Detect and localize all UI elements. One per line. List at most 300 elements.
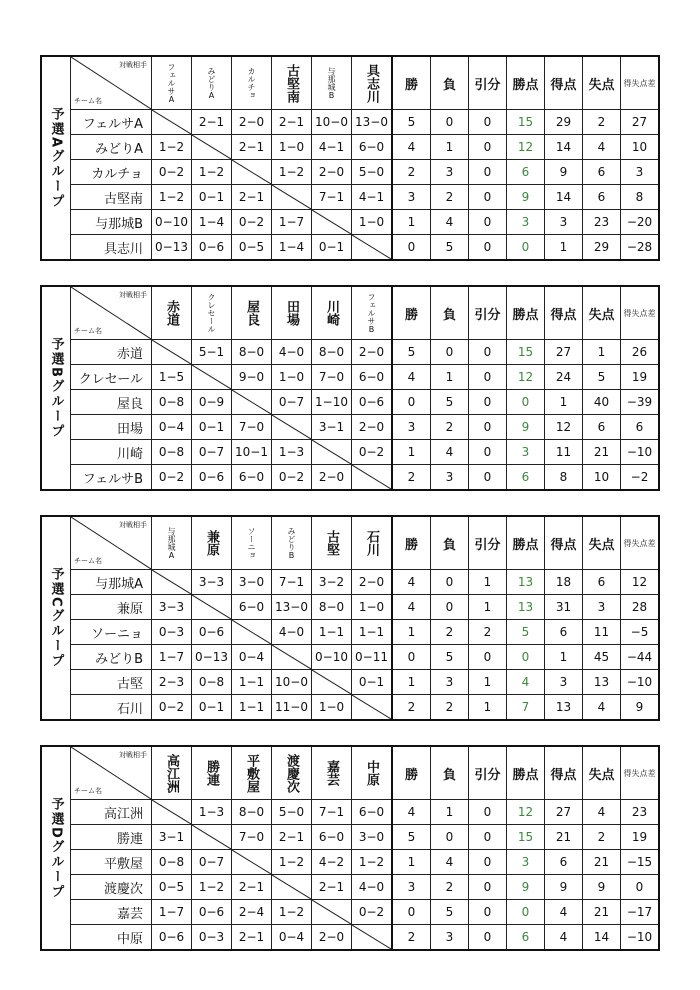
stat-value: 4: [431, 850, 469, 875]
stat-value: 1: [545, 645, 583, 670]
stat-value: 15: [507, 340, 545, 365]
stat-value: 0: [469, 925, 507, 951]
diagonal-line: [152, 570, 191, 594]
match-result: 2−0: [352, 340, 393, 365]
opponent-header: 渡慶次: [272, 746, 312, 800]
stat-value: 21: [583, 440, 621, 465]
match-result: 0−6: [152, 925, 192, 951]
stat-value: 0: [469, 160, 507, 185]
table-row: [41, 800, 659, 825]
stat-header: 得点: [545, 746, 583, 800]
match-result: 3−1: [152, 825, 192, 850]
stat-value: 3: [392, 415, 431, 440]
match-result: 8−0: [232, 800, 272, 825]
stat-value: 2: [431, 620, 469, 645]
stat-value: 1: [469, 695, 507, 721]
diagonal-line: [232, 390, 271, 414]
self-match-cell: [312, 440, 352, 465]
match-result: 2−1: [272, 825, 312, 850]
self-match-cell: [352, 235, 393, 261]
team-label: チーム名: [74, 557, 102, 565]
stat-value: 0: [392, 900, 431, 925]
stat-value: 9: [507, 875, 545, 900]
diagonal-line: [152, 110, 191, 134]
match-result: 1−0: [272, 365, 312, 390]
match-result: 3−0: [232, 570, 272, 595]
stat-value: 2: [469, 620, 507, 645]
table-row: [41, 210, 659, 235]
stat-value: 27: [545, 800, 583, 825]
match-result: 5−0: [272, 800, 312, 825]
table-row: [41, 925, 659, 951]
stat-value: 21: [583, 850, 621, 875]
match-result: 0−8: [152, 440, 192, 465]
match-result: 3−3: [192, 570, 232, 595]
self-match-cell: [232, 850, 272, 875]
stat-value: 27: [545, 340, 583, 365]
standings-table: [40, 55, 660, 261]
stat-header: 引分: [469, 56, 507, 110]
match-result: 0−3: [152, 620, 192, 645]
table-row: [41, 570, 659, 595]
stat-value: 12: [507, 800, 545, 825]
header-row: [41, 286, 659, 340]
match-result: 4−0: [272, 340, 312, 365]
stat-value: 3: [545, 210, 583, 235]
stat-value: 0: [469, 340, 507, 365]
stat-header: 勝: [392, 56, 431, 110]
stat-value: 6: [621, 415, 660, 440]
stat-value: 0: [469, 365, 507, 390]
stat-value: −10: [621, 670, 660, 695]
table-row: [41, 695, 659, 721]
stat-value: 3: [507, 850, 545, 875]
match-result: 0−2: [272, 465, 312, 491]
match-result: 9−0: [232, 365, 272, 390]
stat-value: 1: [392, 670, 431, 695]
stat-value: 40: [583, 390, 621, 415]
stat-value: 4: [583, 695, 621, 721]
stat-value: 0: [431, 340, 469, 365]
stat-value: 9: [545, 160, 583, 185]
match-result: 3−0: [352, 825, 393, 850]
stat-value: 3: [431, 160, 469, 185]
stat-value: 4: [392, 570, 431, 595]
opponent-header: カルチョ: [232, 56, 272, 110]
team-label: チーム名: [74, 787, 102, 795]
table-row: [41, 110, 659, 135]
stat-value: 23: [583, 210, 621, 235]
team-label: チーム名: [74, 97, 102, 105]
stat-value: 0: [507, 645, 545, 670]
match-result: 2−1: [312, 875, 352, 900]
stat-value: −5: [621, 620, 660, 645]
self-match-cell: [192, 595, 232, 620]
standings-table: [40, 745, 660, 951]
stat-value: 1: [469, 570, 507, 595]
diagonal-line: [192, 365, 231, 389]
match-result: 10−0: [312, 110, 352, 135]
stat-value: 3: [621, 160, 660, 185]
match-result: 3−1: [312, 415, 352, 440]
match-result: 7−0: [232, 415, 272, 440]
stat-value: 9: [583, 875, 621, 900]
match-result: 6−0: [352, 365, 393, 390]
opponent-header: 与那城A: [152, 516, 192, 570]
stat-value: 1: [392, 850, 431, 875]
table-row: [41, 670, 659, 695]
self-match-cell: [312, 670, 352, 695]
team-name: 高江洲: [71, 800, 152, 825]
stat-value: 45: [583, 645, 621, 670]
match-result: 2−4: [232, 900, 272, 925]
stat-header: 勝: [392, 286, 431, 340]
stat-value: 3: [507, 210, 545, 235]
match-result: 0−7: [192, 440, 232, 465]
match-result: 0−1: [352, 670, 393, 695]
diagonal-line: [152, 340, 191, 364]
header-corner: [71, 56, 152, 110]
team-name: ソーニョ: [71, 620, 152, 645]
stat-value: 0: [431, 825, 469, 850]
header-corner: [71, 286, 152, 340]
stat-value: 0: [469, 110, 507, 135]
match-result: 1−2: [272, 160, 312, 185]
stat-value: −20: [621, 210, 660, 235]
match-result: 1−2: [352, 850, 393, 875]
match-result: 0−1: [312, 235, 352, 261]
opponent-header: 古堅: [312, 516, 352, 570]
stat-value: 12: [507, 365, 545, 390]
stat-value: 4: [392, 135, 431, 160]
stat-value: 1: [392, 620, 431, 645]
self-match-cell: [272, 645, 312, 670]
match-result: 0−13: [152, 235, 192, 261]
match-result: 7−1: [312, 800, 352, 825]
stat-value: 29: [583, 235, 621, 261]
stat-value: −10: [621, 440, 660, 465]
stat-header: 得点: [545, 286, 583, 340]
match-result: 8−0: [312, 340, 352, 365]
stat-value: 12: [507, 135, 545, 160]
team-name: 屋良: [71, 390, 152, 415]
self-match-cell: [232, 620, 272, 645]
stat-value: 13: [507, 570, 545, 595]
stat-value: 0: [621, 875, 660, 900]
stat-header: 失点: [583, 56, 621, 110]
team-name: 赤道: [71, 340, 152, 365]
stat-value: 1: [583, 340, 621, 365]
match-result: 0−4: [152, 415, 192, 440]
match-result: 6−0: [312, 825, 352, 850]
group-table-2: [40, 515, 660, 721]
stat-value: 9: [507, 415, 545, 440]
table-row: [41, 825, 659, 850]
stat-header: 負: [431, 286, 469, 340]
stat-value: 5: [583, 365, 621, 390]
stat-value: 0: [431, 110, 469, 135]
group-title: 予選Aグループ: [41, 56, 71, 260]
match-result: 0−2: [152, 160, 192, 185]
match-result: 1−1: [232, 670, 272, 695]
match-result: 2−1: [192, 110, 232, 135]
match-result: 1−5: [152, 365, 192, 390]
match-result: 1−0: [312, 695, 352, 721]
team-name: 与那城A: [71, 570, 152, 595]
stat-value: 14: [545, 135, 583, 160]
team-name: みどりB: [71, 645, 152, 670]
match-result: 0−2: [232, 210, 272, 235]
stat-value: 3: [507, 440, 545, 465]
opponent-header: 屋良: [232, 286, 272, 340]
stat-value: 2: [431, 185, 469, 210]
opponent-header: 中原: [352, 746, 393, 800]
diagonal-line: [312, 210, 351, 234]
self-match-cell: [232, 160, 272, 185]
match-result: 0−6: [352, 390, 393, 415]
match-result: 0−10: [152, 210, 192, 235]
self-match-cell: [192, 365, 232, 390]
header-row: [41, 56, 659, 110]
team-name: フェルサA: [71, 110, 152, 135]
diagonal-line: [272, 875, 311, 899]
match-result: 0−1: [192, 415, 232, 440]
stat-value: 4: [431, 210, 469, 235]
stat-value: 0: [507, 900, 545, 925]
self-match-cell: [152, 110, 192, 135]
stat-header: 得失点差: [621, 286, 660, 340]
team-name: 川崎: [71, 440, 152, 465]
match-result: 1−0: [352, 210, 393, 235]
match-result: 0−8: [192, 670, 232, 695]
match-result: 7−0: [232, 825, 272, 850]
stat-value: 0: [469, 210, 507, 235]
match-result: 10−0: [272, 670, 312, 695]
header-row: [41, 746, 659, 800]
stat-value: 12: [621, 570, 660, 595]
stat-value: 0: [469, 875, 507, 900]
team-name: フェルサB: [71, 465, 152, 491]
stat-value: 9: [507, 185, 545, 210]
stat-value: 0: [469, 825, 507, 850]
self-match-cell: [312, 900, 352, 925]
stat-value: 0: [431, 570, 469, 595]
stat-value: −44: [621, 645, 660, 670]
stat-value: 6: [583, 185, 621, 210]
team-name: 田場: [71, 415, 152, 440]
stat-value: 5: [392, 340, 431, 365]
stat-value: 0: [392, 645, 431, 670]
stat-value: 8: [545, 465, 583, 491]
stat-value: 6: [545, 850, 583, 875]
stat-value: 0: [469, 850, 507, 875]
stat-value: 21: [545, 825, 583, 850]
stat-value: 5: [392, 825, 431, 850]
table-row: [41, 850, 659, 875]
match-result: 8−0: [232, 340, 272, 365]
stat-header: 引分: [469, 746, 507, 800]
diagonal-line: [312, 440, 351, 464]
match-result: 2−1: [272, 110, 312, 135]
match-result: 1−2: [192, 160, 232, 185]
match-result: 0−7: [272, 390, 312, 415]
diagonal-line: [232, 620, 271, 644]
self-match-cell: [232, 390, 272, 415]
match-result: 1−3: [192, 800, 232, 825]
team-name: 渡慶次: [71, 875, 152, 900]
match-result: 7−0: [312, 365, 352, 390]
match-result: 0−7: [192, 850, 232, 875]
stat-value: 2: [392, 695, 431, 721]
stat-value: 11: [583, 620, 621, 645]
stat-value: 18: [545, 570, 583, 595]
match-result: 0−4: [232, 645, 272, 670]
match-result: 0−3: [192, 925, 232, 951]
stat-value: 6: [583, 160, 621, 185]
match-result: 1−4: [272, 235, 312, 261]
table-row: [41, 620, 659, 645]
opponent-header: 田場: [272, 286, 312, 340]
match-result: 0−2: [152, 465, 192, 491]
match-result: 2−3: [152, 670, 192, 695]
stat-value: −15: [621, 850, 660, 875]
team-name: 与那城B: [71, 210, 152, 235]
match-result: 6−0: [352, 800, 393, 825]
match-result: 0−6: [192, 235, 232, 261]
stat-value: 0: [507, 235, 545, 261]
stat-value: 2: [431, 695, 469, 721]
match-result: 2−1: [232, 185, 272, 210]
stat-value: 27: [621, 110, 660, 135]
self-match-cell: [352, 695, 393, 721]
stat-value: −39: [621, 390, 660, 415]
match-result: 11−0: [272, 695, 312, 721]
stat-value: 4: [545, 900, 583, 925]
stat-value: 0: [469, 900, 507, 925]
match-result: 4−2: [312, 850, 352, 875]
match-result: 3−2: [312, 570, 352, 595]
diagonal-line: [272, 185, 311, 209]
diagonal-line: [192, 595, 231, 619]
match-result: 4−1: [312, 135, 352, 160]
stat-value: 4: [392, 365, 431, 390]
stat-value: 13: [583, 670, 621, 695]
table-row: [41, 465, 659, 491]
match-result: 7−1: [312, 185, 352, 210]
match-result: 0−11: [352, 645, 393, 670]
match-result: 0−9: [192, 390, 232, 415]
stat-value: 24: [545, 365, 583, 390]
match-result: 1−2: [192, 875, 232, 900]
match-result: 0−2: [352, 900, 393, 925]
match-result: 2−0: [312, 925, 352, 951]
stat-value: 3: [431, 465, 469, 491]
match-result: 1−2: [272, 900, 312, 925]
stat-value: 3: [545, 670, 583, 695]
opponent-header: みどりA: [192, 56, 232, 110]
stat-value: 1: [469, 670, 507, 695]
match-result: 0−5: [232, 235, 272, 261]
diagonal-line: [192, 135, 231, 159]
stat-header: 失点: [583, 746, 621, 800]
team-name: 具志川: [71, 235, 152, 261]
self-match-cell: [352, 465, 393, 491]
team-name: 嘉芸: [71, 900, 152, 925]
team-name: クレセール: [71, 365, 152, 390]
stat-value: 1: [469, 595, 507, 620]
opponent-header: フェルサA: [152, 56, 192, 110]
stat-value: 6: [507, 465, 545, 491]
self-match-cell: [152, 340, 192, 365]
match-result: 0−8: [152, 390, 192, 415]
match-result: 0−6: [192, 900, 232, 925]
match-result: 1−2: [152, 135, 192, 160]
match-result: 2−1: [232, 925, 272, 951]
stat-value: 6: [583, 415, 621, 440]
stat-value: 0: [469, 800, 507, 825]
stat-value: 5: [431, 390, 469, 415]
team-name: 古堅: [71, 670, 152, 695]
self-match-cell: [272, 185, 312, 210]
match-result: 2−0: [352, 415, 393, 440]
team-name: 兼原: [71, 595, 152, 620]
stat-value: 28: [621, 595, 660, 620]
match-result: 1−0: [272, 135, 312, 160]
opponent-header: 嘉芸: [312, 746, 352, 800]
diagonal-line: [352, 465, 391, 489]
match-result: 13−0: [352, 110, 393, 135]
match-result: 0−2: [352, 440, 393, 465]
stat-value: 0: [469, 235, 507, 261]
stat-value: 1: [545, 235, 583, 261]
stat-header: 失点: [583, 286, 621, 340]
stat-value: 6: [545, 620, 583, 645]
stat-header: 得失点差: [621, 516, 660, 570]
match-result: 4−0: [352, 875, 393, 900]
match-result: 0−13: [192, 645, 232, 670]
stat-value: 5: [431, 645, 469, 670]
match-result: 2−1: [232, 135, 272, 160]
match-result: 7−1: [272, 570, 312, 595]
stat-value: 4: [583, 800, 621, 825]
stat-value: 0: [469, 645, 507, 670]
match-result: 1−1: [232, 695, 272, 721]
group-title: 予選Dグループ: [41, 746, 71, 950]
match-result: 0−10: [312, 645, 352, 670]
header-row: [41, 516, 659, 570]
match-result: 6−0: [352, 135, 393, 160]
match-result: 1−2: [152, 185, 192, 210]
stat-header: 失点: [583, 516, 621, 570]
stat-value: 10: [621, 135, 660, 160]
stat-value: 5: [431, 900, 469, 925]
stat-value: 10: [583, 465, 621, 491]
diagonal-line: [152, 800, 191, 824]
opponent-header: 高江洲: [152, 746, 192, 800]
match-result: 4−0: [272, 620, 312, 645]
group-title: 予選Cグループ: [41, 516, 71, 720]
table-row: [41, 235, 659, 261]
stat-value: 2: [431, 875, 469, 900]
stat-value: 9: [621, 695, 660, 721]
opponent-header: 勝連: [192, 746, 232, 800]
match-result: 1−7: [152, 645, 192, 670]
match-result: 1−0: [352, 595, 393, 620]
stat-value: 0: [469, 415, 507, 440]
stat-value: 3: [392, 875, 431, 900]
stat-header: 勝点: [507, 286, 545, 340]
match-result: 6−0: [232, 465, 272, 491]
